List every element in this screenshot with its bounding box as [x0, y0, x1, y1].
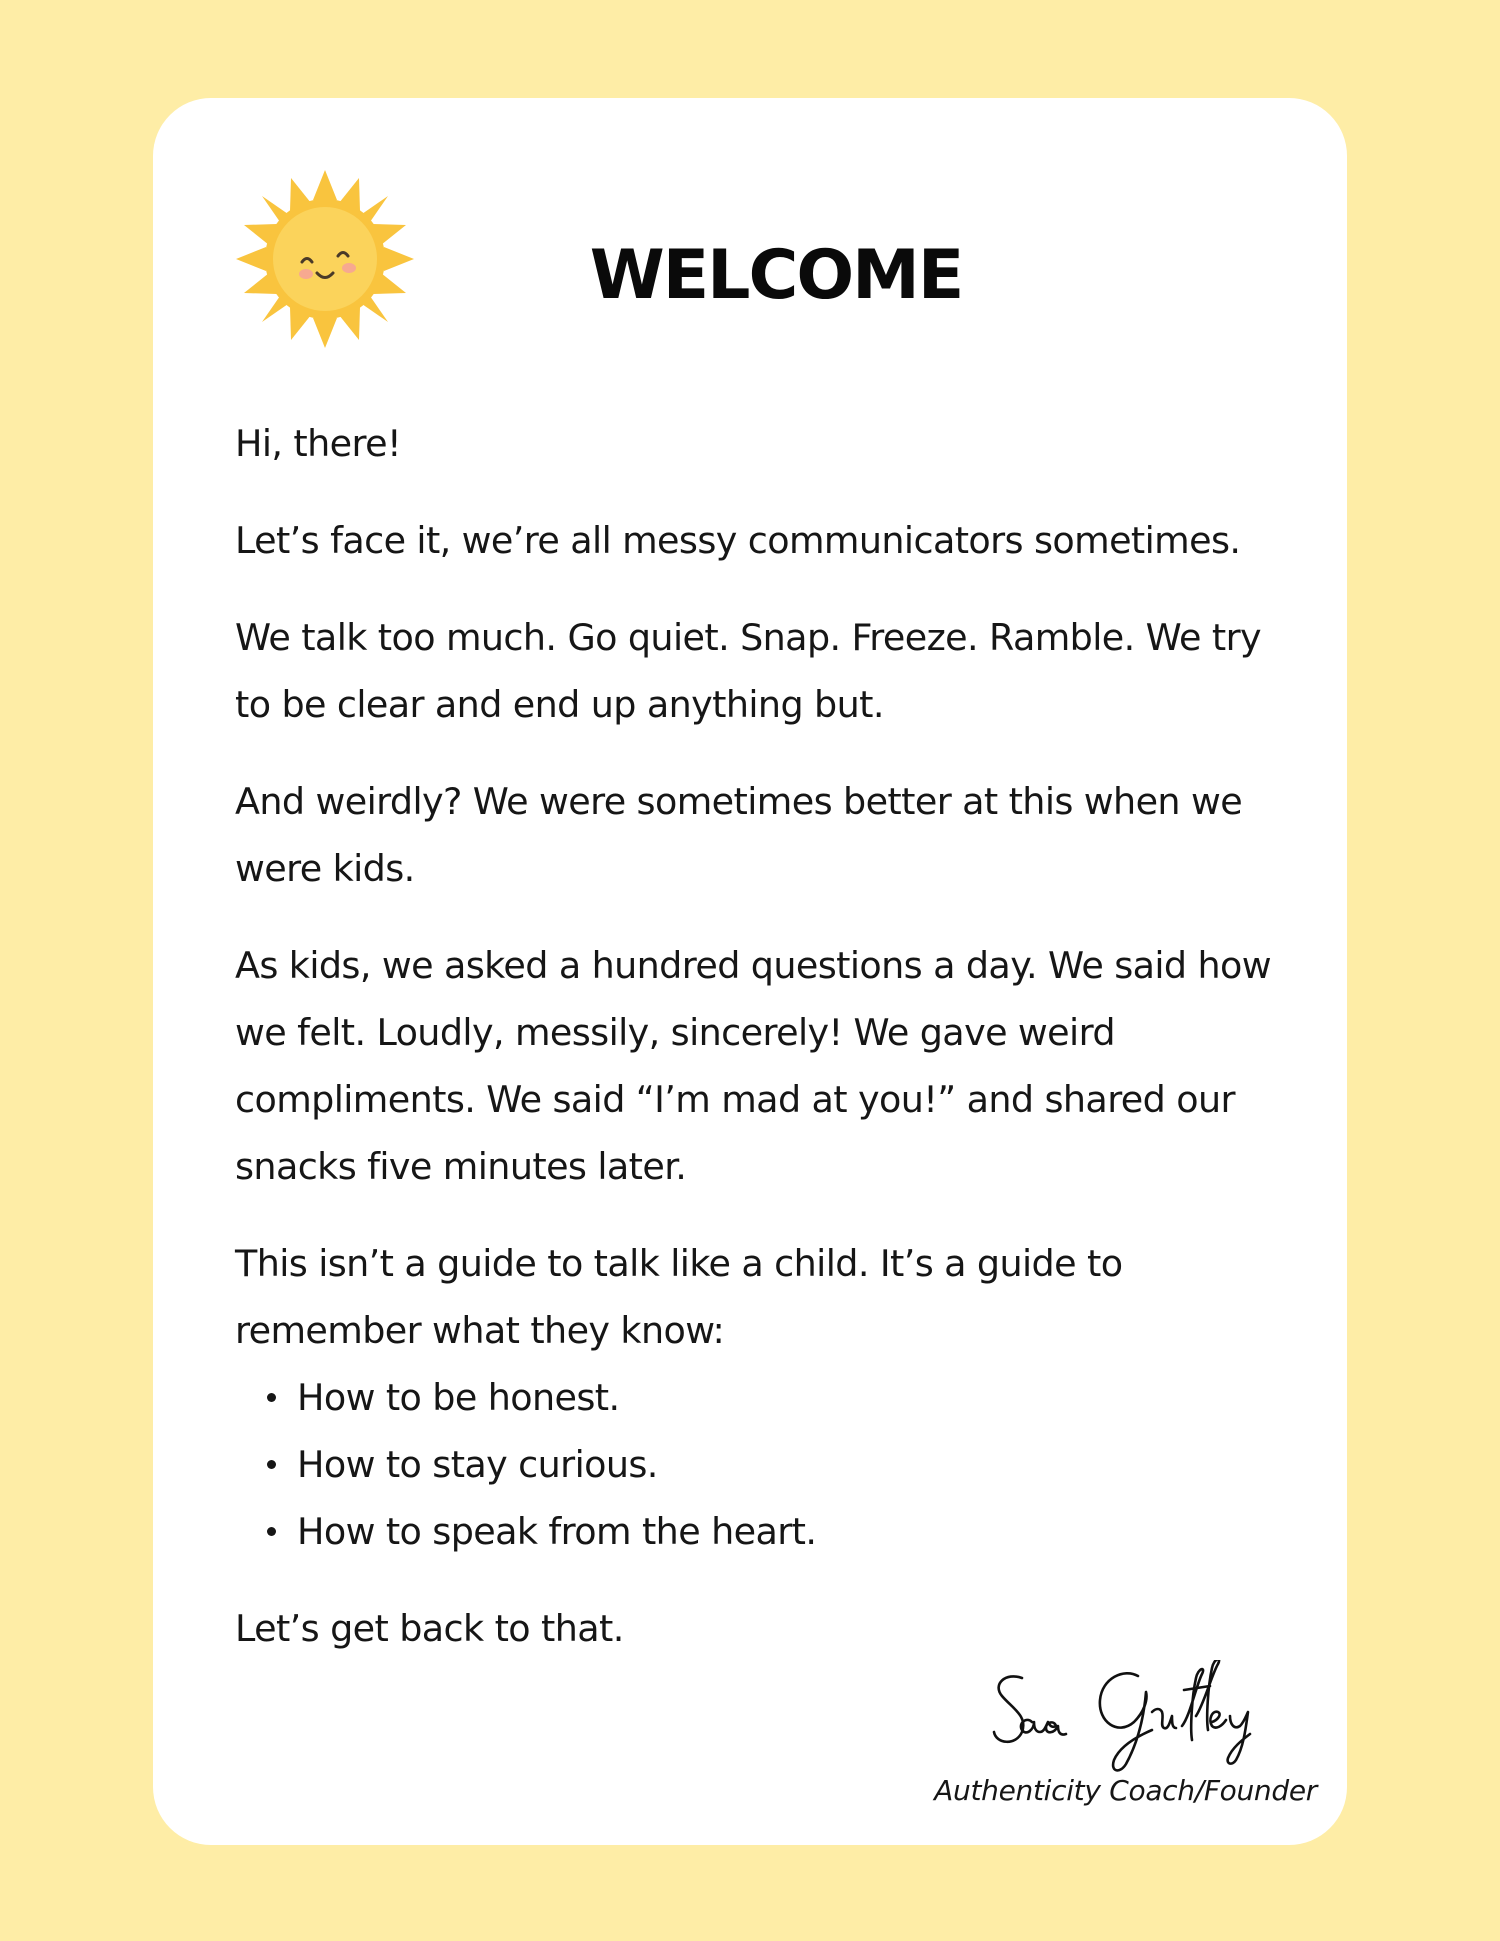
list-item [297, 1498, 1295, 1565]
welcome-card [153, 98, 1347, 1845]
greeting: Hi, there! [235, 422, 401, 465]
paragraph-5: This isn’t a guide to talk like a child. It’s a guide to remember what they know: [235, 1242, 1123, 1352]
paragraph-4: As kids, we asked a hundred questions a day. We said how we felt. Loudly, messily, sincerely! We gave weird compliments. We said “I’m mad at you!” and shared our snacks five minutes later. [235, 944, 1272, 1188]
bullet-dot-icon [267, 1393, 276, 1402]
bullet-dot-icon [267, 1527, 276, 1536]
paragraph-1: Let’s face it, we’re all messy communicators sometimes. [235, 519, 1241, 562]
list-item-text: How to be honest. [297, 1376, 620, 1419]
bullet-list [235, 1364, 1295, 1565]
signature [988, 1660, 1318, 1780]
page-title: WELCOME [589, 236, 963, 315]
paragraph-3: And weirdly? We were sometimes better at this when we were kids. [235, 780, 1243, 890]
paragraph-2: We talk too much. Go quiet. Snap. Freeze. Ramble. We try to be clear and end up anything but. [235, 616, 1261, 726]
letter-body [235, 410, 1295, 1692]
closing-line: Let’s get back to that. [235, 1607, 624, 1650]
list-item-text: How to stay curious. [297, 1443, 658, 1486]
list-item [297, 1364, 1295, 1431]
signature-role: Authenticity Coach/Founder [934, 1774, 1317, 1807]
bullet-dot-icon [267, 1460, 276, 1469]
list-item-text: How to speak from the heart. [297, 1510, 817, 1553]
list-item [297, 1431, 1295, 1498]
